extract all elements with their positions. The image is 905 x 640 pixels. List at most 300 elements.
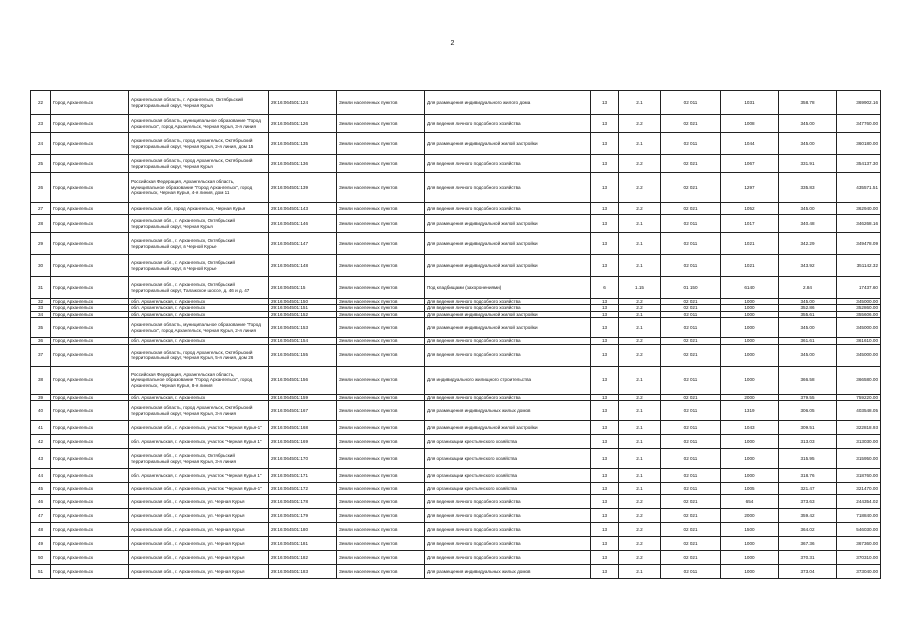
cadastral-value-cell: 403548.05 xyxy=(837,401,881,421)
cadastral-value-cell: 361610.00 xyxy=(837,338,881,344)
address-cell: Архангельская обл., г. Архангельск, Октябрьский территориальный округ, Талажское шоссе, д. 46 и д. 47 xyxy=(129,277,269,299)
table-row xyxy=(31,311,881,317)
ratio-cell: 2.2 xyxy=(619,155,661,173)
cadastral-number-cell: 29:16:064501:152 xyxy=(269,311,337,317)
row-number: 24 xyxy=(31,133,51,155)
land-category-cell: Земли населенных пунктов xyxy=(337,421,425,435)
zone-cell: 6 xyxy=(591,277,619,299)
use-code-cell: 02 011 xyxy=(661,449,721,469)
row-number: 44 xyxy=(31,469,51,483)
unit-value-cell: 370.31 xyxy=(779,551,837,565)
cadastral-value-cell: 345000.00 xyxy=(837,344,881,366)
city-cell: Город Архангельск xyxy=(51,318,129,338)
land-category-cell: Земли населенных пунктов xyxy=(337,509,425,523)
cadastral-value-cell: 321470.00 xyxy=(837,483,881,495)
cadastral-value-cell: 373040.00 xyxy=(837,565,881,579)
use-code-cell: 02 021 xyxy=(661,155,721,173)
cadastral-number-cell: 29:16:064501:126 xyxy=(269,115,337,133)
zone-cell: 13 xyxy=(591,483,619,495)
address-cell: Архангельская область, город Архангельск, Октябрьский территориальный округ, Черная Курья xyxy=(129,155,269,173)
zone-cell: 13 xyxy=(591,299,619,305)
table-row xyxy=(31,483,881,495)
area-cell: 1000 xyxy=(721,469,779,483)
city-cell: Город Архангельск xyxy=(51,509,129,523)
table-row xyxy=(31,277,881,299)
area-cell: 1000 xyxy=(721,338,779,344)
cadastral-number-cell: 29:16:064501:139 xyxy=(269,173,337,203)
table-row xyxy=(31,469,881,483)
cadastral-number-cell: 29:16:064501:179 xyxy=(269,509,337,523)
area-cell: 6140 xyxy=(721,277,779,299)
cadastral-number-cell: 29:16:064501:154 xyxy=(269,338,337,344)
land-category-cell: Земли населенных пунктов xyxy=(337,449,425,469)
ratio-cell: 2.2 xyxy=(619,344,661,366)
permitted-use-cell: Для организации крестьянского хозяйства xyxy=(425,449,591,469)
permitted-use-cell: Для ведения личного подсобного хозяйства xyxy=(425,394,591,400)
cadastral-value-cell: 546030.00 xyxy=(837,523,881,537)
table-row xyxy=(31,318,881,338)
use-code-cell: 02 011 xyxy=(661,435,721,449)
permitted-use-cell: Для организации крестьянского хозяйства xyxy=(425,483,591,495)
address-cell: Архангельская обл., г. Архангельск, ул. Черная Курья xyxy=(129,565,269,579)
zone-cell: 13 xyxy=(591,215,619,233)
city-cell: Город Архангельск xyxy=(51,305,129,311)
city-cell: Город Архангельск xyxy=(51,91,129,115)
area-cell: 1000 xyxy=(721,537,779,551)
area-cell: 1000 xyxy=(721,311,779,317)
permitted-use-cell: Для размещения индивидуальной жилой застройки xyxy=(425,233,591,255)
city-cell: Город Архангельск xyxy=(51,483,129,495)
land-category-cell: Земли населенных пунктов xyxy=(337,469,425,483)
city-cell: Город Архангельск xyxy=(51,551,129,565)
use-code-cell: 02 021 xyxy=(661,344,721,366)
use-code-cell: 02 021 xyxy=(661,394,721,400)
cadastral-value-cell: 346268.16 xyxy=(837,215,881,233)
zone-cell: 13 xyxy=(591,203,619,215)
permitted-use-cell: Для размещения индивидуального жилого дома xyxy=(425,91,591,115)
area-cell: 1021 xyxy=(721,255,779,277)
unit-value-cell: 373.04 xyxy=(779,565,837,579)
unit-value-cell: 366.58 xyxy=(779,366,837,394)
row-number: 43 xyxy=(31,449,51,469)
unit-value-cell: 335.83 xyxy=(779,173,837,203)
cadastral-number-cell: 29:16:064501:181 xyxy=(269,537,337,551)
table-row xyxy=(31,449,881,469)
city-cell: Город Архангельск xyxy=(51,311,129,317)
permitted-use-cell: Для индивидуального жилищного строительства xyxy=(425,366,591,394)
permitted-use-cell: Для размещения индивидуальной жилой застройки xyxy=(425,318,591,338)
ratio-cell: 2.2 xyxy=(619,203,661,215)
ratio-cell: 2.1 xyxy=(619,233,661,255)
zone-cell: 13 xyxy=(591,318,619,338)
table-row xyxy=(31,255,881,277)
cadastral-number-cell: 29:16:064501:180 xyxy=(269,523,337,537)
use-code-cell: 02 021 xyxy=(661,509,721,523)
city-cell: Город Архангельск xyxy=(51,338,129,344)
area-cell: 1005 xyxy=(721,483,779,495)
cadastral-number-cell: 29:16:064501:182 xyxy=(269,551,337,565)
ratio-cell: 2.1 xyxy=(619,91,661,115)
zone-cell: 13 xyxy=(591,551,619,565)
cadastral-number-cell: 29:16:064501:143 xyxy=(269,203,337,215)
ratio-cell: 2.1 xyxy=(619,469,661,483)
row-number: 33 xyxy=(31,305,51,311)
use-code-cell: 02 011 xyxy=(661,469,721,483)
land-category-cell: Земли населенных пунктов xyxy=(337,155,425,173)
unit-value-cell: 361.61 xyxy=(779,338,837,344)
address-cell: Архангельская область, муниципальное образование "Город Архангельск", город Архангельск, Черная Курья, 3-я линия xyxy=(129,115,269,133)
unit-value-cell: 2.84 xyxy=(779,277,837,299)
cadastral-value-cell: 349478.09 xyxy=(837,233,881,255)
ratio-cell: 1.15 xyxy=(619,277,661,299)
use-code-cell: 02 011 xyxy=(661,565,721,579)
permitted-use-cell: Для ведения личного подсобного хозяйства xyxy=(425,509,591,523)
zone-cell: 13 xyxy=(591,366,619,394)
unit-value-cell: 345.00 xyxy=(779,299,837,305)
ratio-cell: 2.1 xyxy=(619,215,661,233)
area-cell: 1000 xyxy=(721,318,779,338)
city-cell: Город Архангельск xyxy=(51,255,129,277)
city-cell: Город Архангельск xyxy=(51,155,129,173)
table-row xyxy=(31,91,881,115)
table-row xyxy=(31,115,881,133)
address-cell: Архангельская обл., г. Архангельск, ул. Черная Курья xyxy=(129,551,269,565)
area-cell: 1043 xyxy=(721,421,779,435)
cadastral-value-cell: 322818.93 xyxy=(837,421,881,435)
zone-cell: 13 xyxy=(591,495,619,509)
zone-cell: 13 xyxy=(591,91,619,115)
zone-cell: 13 xyxy=(591,421,619,435)
table-row xyxy=(31,344,881,366)
row-number: 23 xyxy=(31,115,51,133)
ratio-cell: 2.1 xyxy=(619,366,661,394)
row-number: 48 xyxy=(31,523,51,537)
unit-value-cell: 379.55 xyxy=(779,394,837,400)
row-number: 47 xyxy=(31,509,51,523)
ratio-cell: 2.2 xyxy=(619,537,661,551)
permitted-use-cell: Для ведения личного подсобного хозяйства xyxy=(425,155,591,173)
zone-cell: 13 xyxy=(591,509,619,523)
cadastral-number-cell: 29:16:064501:183 xyxy=(269,565,337,579)
table-row xyxy=(31,537,881,551)
table-row xyxy=(31,338,881,344)
use-code-cell: 02 021 xyxy=(661,173,721,203)
land-category-cell: Земли населенных пунктов xyxy=(337,115,425,133)
cadastral-value-cell: 345000.00 xyxy=(837,318,881,338)
address-cell: Архангельская обл., г. Архангельск, Октябрьский территориальный округ, в Черной Курье xyxy=(129,233,269,255)
permitted-use-cell: Для ведения личного подсобного хозяйства xyxy=(425,551,591,565)
unit-value-cell: 318.76 xyxy=(779,469,837,483)
address-cell: Архангельская обл., г. Архангельск, Октябрьский территориальный округ, Черная Курья, 3-я линия xyxy=(129,449,269,469)
unit-value-cell: 358.78 xyxy=(779,91,837,115)
permitted-use-cell: Для ведения личного подсобного хозяйства xyxy=(425,115,591,133)
cadastral-value-cell: 369902.16 xyxy=(837,91,881,115)
unit-value-cell: 345.00 xyxy=(779,133,837,155)
row-number: 29 xyxy=(31,233,51,255)
use-code-cell: 02 011 xyxy=(661,255,721,277)
ratio-cell: 2.1 xyxy=(619,311,661,317)
use-code-cell: 02 021 xyxy=(661,299,721,305)
cadastral-number-cell: 29:16:064501:150 xyxy=(269,299,337,305)
city-cell: Город Архангельск xyxy=(51,495,129,509)
land-category-cell: Земли населенных пунктов xyxy=(337,173,425,203)
area-cell: 654 xyxy=(721,495,779,509)
land-category-cell: Земли населенных пунктов xyxy=(337,344,425,366)
city-cell: Город Архангельск xyxy=(51,565,129,579)
land-category-cell: Земли населенных пунктов xyxy=(337,495,425,509)
cadastral-number-cell: 29:16:064501:124 xyxy=(269,91,337,115)
land-category-cell: Земли населенных пунктов xyxy=(337,91,425,115)
land-category-cell: Земли населенных пунктов xyxy=(337,401,425,421)
address-cell: Архангельская область, город Архангельск, Октябрьский территориальный округ, Черная Курья, 2-я линия, дом 15 xyxy=(129,133,269,155)
table-row xyxy=(31,435,881,449)
use-code-cell: 02 011 xyxy=(661,421,721,435)
permitted-use-cell: Для ведения личного подсобного хозяйства xyxy=(425,173,591,203)
zone-cell: 13 xyxy=(591,233,619,255)
use-code-cell: 02 011 xyxy=(661,91,721,115)
zone-cell: 13 xyxy=(591,133,619,155)
city-cell: Город Архангельск xyxy=(51,394,129,400)
unit-value-cell: 315.95 xyxy=(779,449,837,469)
permitted-use-cell: Для ведения личного подсобного хозяйства xyxy=(425,523,591,537)
permitted-use-cell: Для ведения личного подсобного хозяйства xyxy=(425,305,591,311)
area-cell: 1008 xyxy=(721,115,779,133)
unit-value-cell: 373.63 xyxy=(779,495,837,509)
row-number: 35 xyxy=(31,318,51,338)
use-code-cell: 02 021 xyxy=(661,115,721,133)
cadastral-value-cell: 17437.60 xyxy=(837,277,881,299)
ratio-cell: 2.2 xyxy=(619,173,661,203)
address-cell: Архангельская область, г. Архангельск, Октябрьский территориальный округ, Черная Курья xyxy=(129,91,269,115)
cadastral-value-cell: 345000.00 xyxy=(837,299,881,305)
cadastral-value-cell: 313030.00 xyxy=(837,435,881,449)
permitted-use-cell: Для размещения индивидуальных жилых домов xyxy=(425,401,591,421)
address-cell: обл. Архангельская, г. Архангельск, участок "Черная Курья 1" xyxy=(129,435,269,449)
cadastral-number-cell: 29:16:064501:167 xyxy=(269,401,337,421)
city-cell: Город Архангельск xyxy=(51,215,129,233)
ratio-cell: 2.1 xyxy=(619,401,661,421)
cadastral-number-cell: 29:16:064501:148 xyxy=(269,255,337,277)
table-row xyxy=(31,394,881,400)
ratio-cell: 2.1 xyxy=(619,449,661,469)
address-cell: обл. Архангельская, г. Архангельск xyxy=(129,394,269,400)
area-cell: 1000 xyxy=(721,305,779,311)
land-category-cell: Земли населенных пунктов xyxy=(337,203,425,215)
zone-cell: 13 xyxy=(591,401,619,421)
ratio-cell: 2.1 xyxy=(619,255,661,277)
use-code-cell: 02 011 xyxy=(661,233,721,255)
unit-value-cell: 345.00 xyxy=(779,203,837,215)
ratio-cell: 2.1 xyxy=(619,565,661,579)
land-category-cell: Земли населенных пунктов xyxy=(337,255,425,277)
row-number: 39 xyxy=(31,394,51,400)
row-number: 49 xyxy=(31,537,51,551)
area-cell: 1297 xyxy=(721,173,779,203)
ratio-cell: 2.2 xyxy=(619,551,661,565)
unit-value-cell: 345.00 xyxy=(779,344,837,366)
area-cell: 1000 xyxy=(721,551,779,565)
page-number: 2 xyxy=(450,40,455,47)
unit-value-cell: 345.00 xyxy=(779,115,837,133)
row-number: 36 xyxy=(31,338,51,344)
area-cell: 1500 xyxy=(721,523,779,537)
land-register-table xyxy=(30,90,881,579)
land-category-cell: Земли населенных пунктов xyxy=(337,551,425,565)
row-number: 34 xyxy=(31,311,51,317)
use-code-cell: 02 011 xyxy=(661,401,721,421)
use-code-cell: 02 011 xyxy=(661,366,721,394)
cadastral-value-cell: 352860.00 xyxy=(837,305,881,311)
land-category-cell: Земли населенных пунктов xyxy=(337,311,425,317)
use-code-cell: 02 011 xyxy=(661,318,721,338)
row-number: 45 xyxy=(31,483,51,495)
cadastral-number-cell: 29:16:064501:156 xyxy=(269,366,337,394)
unit-value-cell: 343.92 xyxy=(779,255,837,277)
city-cell: Город Архангельск xyxy=(51,133,129,155)
land-category-cell: Земли населенных пунктов xyxy=(337,366,425,394)
cadastral-number-cell: 29:16:064501:171 xyxy=(269,469,337,483)
zone-cell: 13 xyxy=(591,115,619,133)
table-row xyxy=(31,366,881,394)
city-cell: Город Архангельск xyxy=(51,401,129,421)
row-number: 42 xyxy=(31,435,51,449)
cadastral-value-cell: 718840.00 xyxy=(837,509,881,523)
use-code-cell: 02 011 xyxy=(661,311,721,317)
row-number: 27 xyxy=(31,203,51,215)
cadastral-number-cell: 29:16:064501:136 xyxy=(269,155,337,173)
unit-value-cell: 352.86 xyxy=(779,305,837,311)
zone-cell: 13 xyxy=(591,565,619,579)
address-cell: Архангельская обл., г. Архангельск, ул. Черная Курья xyxy=(129,523,269,537)
cadastral-number-cell: 29:16:064501:170 xyxy=(269,449,337,469)
area-cell: 1017 xyxy=(721,215,779,233)
land-category-cell: Земли населенных пунктов xyxy=(337,338,425,344)
table-row xyxy=(31,565,881,579)
cadastral-value-cell: 360180.00 xyxy=(837,133,881,155)
cadastral-value-cell: 435571.51 xyxy=(837,173,881,203)
permitted-use-cell: Для ведения личного подсобного хозяйства xyxy=(425,495,591,509)
address-cell: Архангельская обл., г. Архангельск, участок "Черная Курья-1" xyxy=(129,483,269,495)
zone-cell: 13 xyxy=(591,435,619,449)
land-category-cell: Земли населенных пунктов xyxy=(337,435,425,449)
area-cell: 1044 xyxy=(721,133,779,155)
land-category-cell: Земли населенных пунктов xyxy=(337,277,425,299)
unit-value-cell: 345.00 xyxy=(779,318,837,338)
land-category-cell: Земли населенных пунктов xyxy=(337,133,425,155)
cadastral-value-cell: 315950.00 xyxy=(837,449,881,469)
cadastral-number-cell: 29:16:064501:15 xyxy=(269,277,337,299)
ratio-cell: 2.2 xyxy=(619,115,661,133)
address-cell: Российская Федерация, Архангельская область, муниципальное образование "Город Архангельск", город Архангельск, Черная Курья, 4-я линия, дом 11 xyxy=(129,173,269,203)
city-cell: Город Архангельск xyxy=(51,203,129,215)
unit-value-cell: 364.02 xyxy=(779,523,837,537)
city-cell: Город Архангельск xyxy=(51,421,129,435)
cadastral-number-cell: 29:16:064501:151 xyxy=(269,305,337,311)
row-number: 51 xyxy=(31,565,51,579)
area-cell: 1031 xyxy=(721,91,779,115)
address-cell: обл. Архангельская, г. Архангельск xyxy=(129,311,269,317)
city-cell: Город Архангельск xyxy=(51,344,129,366)
table-row xyxy=(31,215,881,233)
permitted-use-cell: Для организации крестьянского хозяйства xyxy=(425,469,591,483)
permitted-use-cell: Для ведения личного подсобного хозяйства xyxy=(425,537,591,551)
row-number: 22 xyxy=(31,91,51,115)
land-category-cell: Земли населенных пунктов xyxy=(337,233,425,255)
table-row xyxy=(31,173,881,203)
permitted-use-cell: Для размещения индивидуальной жилой застройки xyxy=(425,421,591,435)
cadastral-number-cell: 29:16:064501:147 xyxy=(269,233,337,255)
unit-value-cell: 342.29 xyxy=(779,233,837,255)
address-cell: Архангельская обл., г. Архангельск, Октябрьский территориальный округ, в Черной Курье xyxy=(129,255,269,277)
address-cell: Архангельская обл., г. Архангельск, Октябрьский территориальный округ, Черная Курья xyxy=(129,215,269,233)
row-number: 31 xyxy=(31,277,51,299)
use-code-cell: 02 021 xyxy=(661,495,721,509)
cadastral-number-cell: 29:16:064501:172 xyxy=(269,483,337,495)
table-row xyxy=(31,495,881,509)
row-number: 26 xyxy=(31,173,51,203)
address-cell: обл. Архангельская, г. Архангельск xyxy=(129,299,269,305)
table-row xyxy=(31,133,881,155)
cadastral-value-cell: 318760.00 xyxy=(837,469,881,483)
cadastral-number-cell: 29:16:064501:159 xyxy=(269,394,337,400)
permitted-use-cell: Для размещения индивидуальной жилой застройки xyxy=(425,255,591,277)
city-cell: Город Архангельск xyxy=(51,173,129,203)
cadastral-number-cell: 29:16:064501:169 xyxy=(269,435,337,449)
table-row xyxy=(31,305,881,311)
cadastral-number-cell: 29:16:064501:153 xyxy=(269,318,337,338)
use-code-cell: 02 021 xyxy=(661,537,721,551)
row-number: 37 xyxy=(31,344,51,366)
city-cell: Город Архангельск xyxy=(51,523,129,537)
city-cell: Город Архангельск xyxy=(51,277,129,299)
cadastral-value-cell: 759220.00 xyxy=(837,394,881,400)
address-cell: обл. Архангельская, г. Архангельск xyxy=(129,338,269,344)
unit-value-cell: 309.51 xyxy=(779,421,837,435)
use-code-cell: 02 011 xyxy=(661,215,721,233)
land-category-cell: Земли населенных пунктов xyxy=(337,523,425,537)
use-code-cell: 02 021 xyxy=(661,551,721,565)
permitted-use-cell: Для ведения личного подсобного хозяйства xyxy=(425,338,591,344)
cadastral-number-cell: 29:16:064501:135 xyxy=(269,133,337,155)
cadastral-value-cell: 354137.30 xyxy=(837,155,881,173)
table-row xyxy=(31,421,881,435)
zone-cell: 13 xyxy=(591,449,619,469)
ratio-cell: 2.2 xyxy=(619,523,661,537)
zone-cell: 13 xyxy=(591,394,619,400)
area-cell: 1000 xyxy=(721,299,779,305)
row-number: 40 xyxy=(31,401,51,421)
ratio-cell: 2.1 xyxy=(619,133,661,155)
cadastral-value-cell: 351142.32 xyxy=(837,255,881,277)
permitted-use-cell: Для размещения индивидуальных жилых домов xyxy=(425,565,591,579)
row-number: 30 xyxy=(31,255,51,277)
ratio-cell: 2.2 xyxy=(619,495,661,509)
ratio-cell: 2.2 xyxy=(619,394,661,400)
table-row xyxy=(31,233,881,255)
cadastral-value-cell: 347760.00 xyxy=(837,115,881,133)
unit-value-cell: 367.36 xyxy=(779,537,837,551)
zone-cell: 13 xyxy=(591,173,619,203)
cadastral-value-cell: 366580.00 xyxy=(837,366,881,394)
table-row xyxy=(31,203,881,215)
area-cell: 2000 xyxy=(721,394,779,400)
ratio-cell: 2.2 xyxy=(619,509,661,523)
address-cell: Архангельская обл., г. Архангельск, ул. Черная Курья xyxy=(129,509,269,523)
row-number: 50 xyxy=(31,551,51,565)
cadastral-value-cell: 362940.00 xyxy=(837,203,881,215)
unit-value-cell: 321.47 xyxy=(779,483,837,495)
area-cell: 1000 xyxy=(721,435,779,449)
